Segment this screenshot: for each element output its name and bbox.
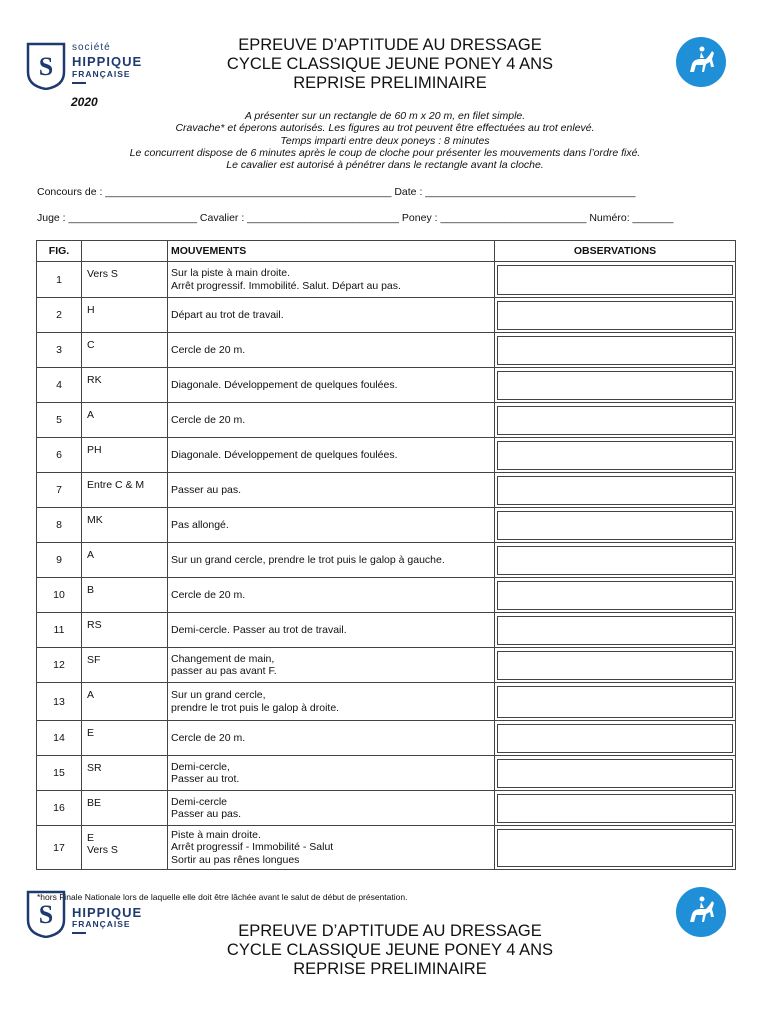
- fig-number: 1: [37, 262, 82, 298]
- observation-box[interactable]: [497, 546, 733, 575]
- observation-cell[interactable]: [495, 613, 736, 648]
- table-row: [37, 508, 736, 543]
- movements-table: [36, 240, 736, 870]
- observation-cell[interactable]: [495, 826, 736, 870]
- fig-number: 2: [37, 298, 82, 333]
- observation-cell[interactable]: [495, 683, 736, 721]
- table-row: [37, 756, 736, 791]
- observation-cell[interactable]: [495, 262, 736, 298]
- header-fig: FIG.: [37, 241, 82, 262]
- movement-text: Cercle de 20 m.: [168, 333, 495, 368]
- observation-cell[interactable]: [495, 648, 736, 683]
- fig-number: 17: [37, 826, 82, 870]
- movement-text: Demi-cercle, Passer au trot.: [168, 756, 495, 791]
- table-row: [37, 298, 736, 333]
- observation-cell[interactable]: [495, 298, 736, 333]
- fig-number: 6: [37, 438, 82, 473]
- movement-text: Sur un grand cercle, prendre le trot puis le galop à droite.: [168, 683, 495, 721]
- movement-text: Demi-cercle Passer au pas.: [168, 791, 495, 826]
- movement-text: Changement de main, passer au pas avant F.: [168, 648, 495, 683]
- observation-cell[interactable]: [495, 508, 736, 543]
- observation-cell[interactable]: [495, 578, 736, 613]
- arena-letters: BE: [82, 791, 168, 826]
- table-row: [37, 403, 736, 438]
- horse-rider-icon: [676, 887, 726, 937]
- title-line-3: REPRISE PRELIMINAIRE: [293, 74, 487, 92]
- arena-letters: A: [82, 683, 168, 721]
- arena-letters: A: [82, 403, 168, 438]
- movement-text: Pas allongé.: [168, 508, 495, 543]
- observation-box[interactable]: [497, 794, 733, 823]
- observation-box[interactable]: [497, 686, 733, 718]
- observation-box[interactable]: [497, 336, 733, 365]
- title-line-1: EPREUVE D’APTITUDE AU DRESSAGE: [238, 36, 542, 54]
- shield-sf-icon: [26, 890, 66, 938]
- observation-box[interactable]: [497, 301, 733, 330]
- observation-cell[interactable]: [495, 756, 736, 791]
- observation-cell[interactable]: [495, 721, 736, 756]
- horse-rider-icon: [676, 37, 726, 87]
- logo-line1: société: [72, 42, 111, 53]
- table-row: [37, 578, 736, 613]
- year-label: 2020: [71, 95, 98, 109]
- header-movements: MOUVEMENTS: [168, 241, 495, 262]
- title-line-2: CYCLE CLASSIQUE JEUNE PONEY 4 ANS: [226, 55, 554, 73]
- table-row: [37, 613, 736, 648]
- fig-number: 12: [37, 648, 82, 683]
- movement-text: Passer au pas.: [168, 473, 495, 508]
- competition-date-field[interactable]: Concours de : _________________________________________________ Date : ____________________________________: [37, 186, 636, 198]
- arena-letters: SR: [82, 756, 168, 791]
- page-title-bottom: [160, 922, 620, 979]
- title-line-3: REPRISE PRELIMINAIRE: [293, 960, 487, 978]
- table-row: [37, 543, 736, 578]
- arena-letters: PH: [82, 438, 168, 473]
- logo-line2: HIPPIQUE: [72, 54, 143, 69]
- header-pos: [82, 241, 168, 262]
- intro-line: Le concurrent dispose de 6 minutes après le coup de cloche pour présenter les mouvements dans l’ordre fixé.: [129, 146, 641, 159]
- table-row: [37, 826, 736, 870]
- arena-letters: A: [82, 543, 168, 578]
- observation-box[interactable]: [497, 651, 733, 680]
- arena-letters: SF: [82, 648, 168, 683]
- observation-box[interactable]: [497, 265, 733, 295]
- observation-cell[interactable]: [495, 403, 736, 438]
- table-row: [37, 262, 736, 298]
- movement-text: Diagonale. Développement de quelques foulées.: [168, 438, 495, 473]
- movement-text: Sur un grand cercle, prendre le trot puis le galop à gauche.: [168, 543, 495, 578]
- fig-number: 11: [37, 613, 82, 648]
- logo-underline: [72, 932, 86, 934]
- title-line-2: CYCLE CLASSIQUE JEUNE PONEY 4 ANS: [226, 941, 554, 959]
- table-row: [37, 791, 736, 826]
- arena-letters: H: [82, 298, 168, 333]
- observation-cell[interactable]: [495, 473, 736, 508]
- arena-letters: C: [82, 333, 168, 368]
- fig-number: 13: [37, 683, 82, 721]
- observation-box[interactable]: [497, 371, 733, 400]
- table-row: [37, 648, 736, 683]
- observation-box[interactable]: [497, 476, 733, 505]
- arena-letters: RS: [82, 613, 168, 648]
- table-row: [37, 333, 736, 368]
- table-row: [37, 438, 736, 473]
- svg-text:S: S: [38, 52, 54, 81]
- observation-box[interactable]: [497, 724, 733, 753]
- movement-text: Demi-cercle. Passer au trot de travail.: [168, 613, 495, 648]
- observation-cell[interactable]: [495, 438, 736, 473]
- arena-letters: MK: [82, 508, 168, 543]
- fig-number: 15: [37, 756, 82, 791]
- intro-line: Cravache* et éperons autorisés. Les figures au trot peuvent être effectuées au trot enlevé.: [175, 122, 595, 135]
- logo-underline: [72, 82, 86, 84]
- movement-text: Diagonale. Développement de quelques foulées.: [168, 368, 495, 403]
- arena-letters: E: [82, 721, 168, 756]
- page-title: [160, 36, 620, 93]
- svg-text:S: S: [38, 900, 54, 929]
- arena-letters: RK: [82, 368, 168, 403]
- table-row: [37, 368, 736, 403]
- observation-box[interactable]: [497, 441, 733, 470]
- fig-number: 9: [37, 543, 82, 578]
- logo-line3: FRANÇAISE: [72, 919, 131, 929]
- judge-rider-pony-field[interactable]: Juge : ______________________ Cavalier : __________________________ Poney : _________________________ Numéro: _______: [37, 212, 674, 224]
- fig-number: 3: [37, 333, 82, 368]
- movement-text: Cercle de 20 m.: [168, 403, 495, 438]
- fig-number: 10: [37, 578, 82, 613]
- fig-number: 7: [37, 473, 82, 508]
- observation-box[interactable]: [497, 759, 733, 788]
- fig-number: 14: [37, 721, 82, 756]
- observation-box[interactable]: [497, 616, 733, 645]
- arena-letters: E Vers S: [82, 826, 168, 870]
- table-row: [37, 473, 736, 508]
- observation-cell[interactable]: [495, 368, 736, 403]
- table-row: [37, 683, 736, 721]
- shield-sf-icon: [26, 42, 66, 90]
- intro-line: A présenter sur un rectangle de 60 m x 20 m, en filet simple.: [244, 110, 526, 122]
- movement-text: Départ au trot de travail.: [168, 298, 495, 333]
- arena-letters: Vers S: [82, 262, 168, 298]
- title-line-1: EPREUVE D’APTITUDE AU DRESSAGE: [238, 922, 542, 940]
- fig-number: 4: [37, 368, 82, 403]
- table-row: [37, 721, 736, 756]
- observation-cell[interactable]: [495, 791, 736, 826]
- observation-box[interactable]: [497, 581, 733, 610]
- intro-line: Temps imparti entre deux poneys : 8 minutes: [280, 134, 490, 147]
- header-observations: OBSERVATIONS: [495, 241, 736, 262]
- arena-letters: B: [82, 578, 168, 613]
- arena-letters: Entre C & M: [82, 473, 168, 508]
- observation-cell[interactable]: [495, 333, 736, 368]
- logo-line3: FRANÇAISE: [72, 69, 131, 79]
- intro-line: Le cavalier est autorisé à pénétrer dans le rectangle avant la cloche.: [226, 159, 544, 172]
- movement-text: Sur la piste à main droite. Arrêt progressif. Immobilité. Salut. Départ au pas.: [168, 262, 495, 298]
- observation-box[interactable]: [497, 511, 733, 540]
- footnote: *hors Finale Nationale lors de laquelle elle doit être lâchée avant le salut de début de présentation.: [37, 892, 408, 902]
- movement-text: Cercle de 20 m.: [168, 721, 495, 756]
- movement-text: Piste à main droite. Arrêt progressif - Immobilité - Salut Sortir au pas rênes longues: [168, 826, 495, 870]
- fig-number: 5: [37, 403, 82, 438]
- observation-cell[interactable]: [495, 543, 736, 578]
- observation-box[interactable]: [497, 829, 733, 867]
- intro-instructions: [60, 110, 710, 171]
- fig-number: 8: [37, 508, 82, 543]
- logo-line2: HIPPIQUE: [72, 905, 143, 920]
- movement-text: Cercle de 20 m.: [168, 578, 495, 613]
- fig-number: 16: [37, 791, 82, 826]
- observation-box[interactable]: [497, 406, 733, 435]
